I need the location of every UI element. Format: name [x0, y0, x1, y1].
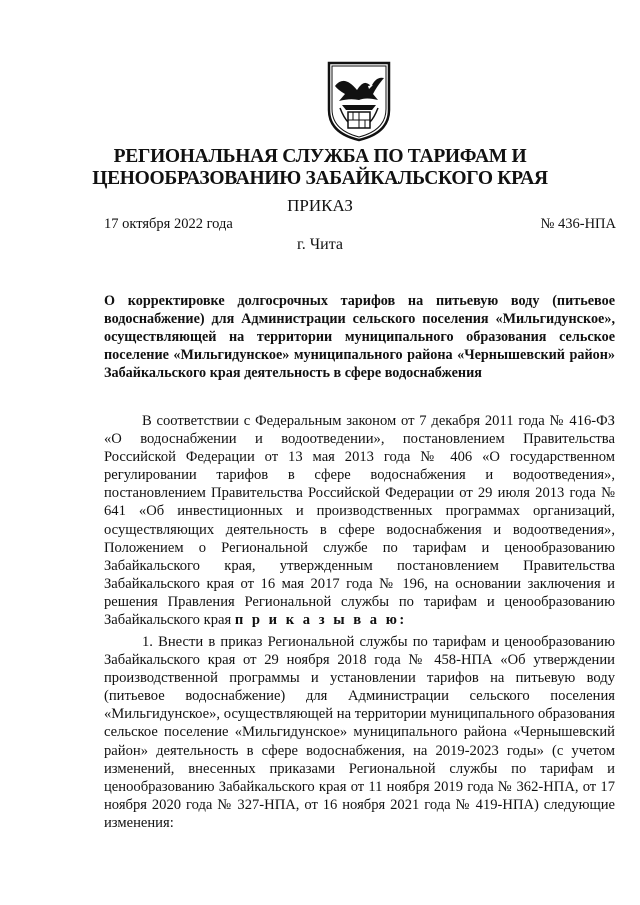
document-type: ПРИКАЗ [287, 196, 353, 215]
coat-of-arms-icon [326, 60, 392, 142]
agency-name-line-1: РЕГИОНАЛЬНАЯ СЛУЖБА ПО ТАРИФАМ И [113, 146, 527, 167]
order-subject: О корректировке долгосрочных тарифов на питьевую воду (питьевое водоснабжение) для Администрации сельского поселения «Мильгидунское», осуществляющей на территории муниципального образования сельское поселение «Мильгидунское» муниципального района «Чернышевский район» Забайкальского края деятельность в сфере водоснабжения [104, 293, 615, 381]
agency-name [0, 146, 640, 190]
order-date: 17 октября 2022 года [104, 216, 233, 232]
item-1-paragraph [104, 633, 615, 832]
order-city: г. Чита [296, 236, 343, 253]
order-verb: п р и к а з ы в а ю: [234, 612, 407, 629]
agency-name-line-2: ЦЕНООБРАЗОВАНИЮ ЗАБАЙКАЛЬСКОГО КРАЯ [92, 168, 548, 189]
item-1-text: 1. Внести в приказ Региональной службы по тарифам и ценообразованию Забайкальского края от 29 ноября 2018 года № 458-НПА «Об утверждении производственной программы и установлении тарифов на питьевую воду (питьевое водоснабжение) для Администрации сельского поселения «Мильгидунское», осуществляющей на территории муниципального образования сельское поселение «Мильгидунское» муниципального района «Чернышевский район» деятельность в сфере водоснабжения, на 2019-2023 годы» (с учетом изменений, внесенных приказами Региональной службы по тарифам и ценообразованию Забайкальского края от 11 ноября 2019 года № 362-НПА, от 17 ноября 2020 года № 327-НПА, от 16 ноября 2021 года № 419-НПА) следующие изменения: [104, 634, 615, 831]
preamble-paragraph [104, 412, 615, 629]
preamble-text: В соответствии с Федеральным законом от 7 декабря 2011 года № 416-ФЗ «О водоснабжении и водоотведении», постановлением Правительства Российской Федерации от 13 мая 2013 года № 406 «О государственном регулировании тарифов в сфере водоснабжения и водоотведения», постановлением Правительства Российской Федерации от 29 июля 2013 года № 641 «Об инвестиционных и производственных программах организаций, осуществляющих деятельность в сфере водоснабжения и водоотведения», Положением о Региональной службе по тарифам и ценообразованию Забайкальского края, утвержденным постановлением Правительства Забайкальского края от 16 мая 2017 года № 196, на основании заключения и решения Правления Региональной службы по тарифам и ценообразованию Забайкальского края [104, 413, 615, 629]
order-number: № 436-НПА [540, 216, 616, 232]
